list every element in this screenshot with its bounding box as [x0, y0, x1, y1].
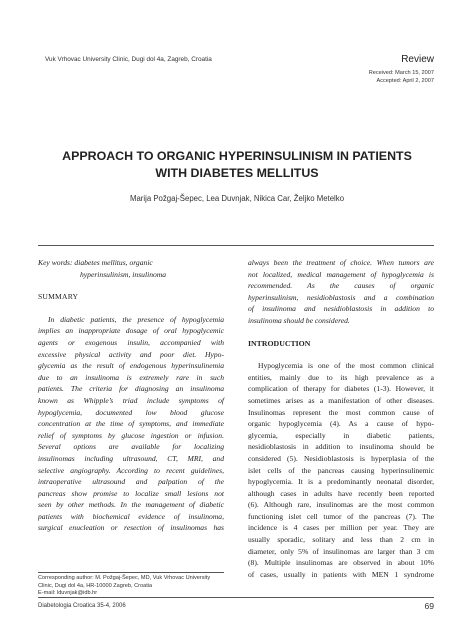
summary-text-continued [248, 257, 434, 327]
summary-line: hyperinsulinism, nesidioblastosis and a combination [248, 292, 434, 302]
summary-line: insulinoma should be considered. [248, 315, 350, 325]
summary-line: always been the treatment of choice. When tumors are [248, 258, 434, 267]
keywords-line-2: hyperinsulinism, insulinoma [80, 269, 167, 279]
summary-line: surgical enucleation or resection of insulinomas has [38, 523, 224, 533]
introduction-line: islet cells of the pancreas causing hyperinsulinemic [248, 465, 434, 475]
introduction-line: Insulinomas represent the most common cause of [248, 407, 434, 417]
summary-line: excessive physical activity and poor diet. Hypo- [38, 349, 224, 359]
introduction-line: incidence is 4 cases per million per year. They are [248, 523, 434, 533]
introduction-line: hypoglycemia. It is a predominantly neonatal disorder, [248, 477, 434, 487]
footer-divider [38, 597, 434, 598]
summary-line: implies an inappropriate dosage of oral hypoglycemic [38, 326, 224, 336]
summary-line: selective angiography. According to recent guidelines, [38, 465, 224, 475]
summary-line: pancreas show promise to localize small lesions not [38, 488, 224, 498]
summary-line: seen by other methods. In the management of diabetic [38, 500, 224, 510]
corresponding-author-footnote [38, 575, 228, 598]
introduction-line: (8). Multiple insulinomas are observed in about 10% [248, 558, 434, 568]
introduction-line: although cases in adults have recently been reported [248, 488, 434, 498]
summary-line: patients with biochemical evidence of insulinoma, [38, 511, 224, 521]
introduction-line: Hypoglycemia is one of the most common clinical [258, 361, 434, 371]
received-date: Received: March 15, 2007 [368, 70, 434, 76]
summary-line: concentration at the time of symptoms, and immediate [38, 419, 224, 429]
summary-line: agents or exogenous insulin, accompanied with [38, 337, 224, 347]
summary-line: patients. The criteria for diagnosing an insulinoma [38, 384, 224, 394]
introduction-line: (6). Although rare, insulinomas are the most common [248, 500, 434, 510]
introduction-line: functioning islet cell tumor of the pancreas (7). The [248, 511, 434, 521]
introduction-line: organic hypoglycemia (4). As a cause of hypo- [248, 419, 434, 429]
introduction-line: glycemia, especially in diabetic patients, [248, 430, 434, 440]
article-type-label: Review [401, 54, 434, 65]
footnote-line-3: E-mail: lduvnjak@idb.hr [38, 590, 98, 597]
introduction-line: entities, mainly due to its high prevalence as a [248, 372, 434, 382]
footnote-divider [38, 572, 224, 573]
summary-line: Several options are available for localizing [38, 442, 224, 452]
introduction-line: sometimes arises as a manifestation of other diseases. [248, 395, 434, 405]
summary-line: due to an insulinoma is extremely rare in such [38, 372, 224, 382]
summary-heading: SUMMARY [38, 292, 79, 302]
author-list: Marija Požgaj-Šepec, Lea Duvnjak, Nikica Car, Željko Metelko [129, 194, 345, 203]
title-line-1: APPROACH TO ORGANIC HYPERINSULINISM IN PATIENTS [62, 149, 412, 163]
affiliation: Vuk Vrhovac University Clinic, Dugi dol 4a, Zagreb, Croatia [45, 56, 212, 63]
summary-line: In diabetic patients, the presence of hypoglycemia [48, 314, 224, 324]
introduction-line: usually sporadic, solitary and less than 2 cm in [248, 535, 434, 545]
introduction-line: complication of therapy for diabetes (1-3). However, it [248, 384, 434, 394]
introduction-heading: INTRODUCTION [248, 338, 311, 348]
journal-citation: Diabetologia Croatica 35-4, 2006 [38, 603, 126, 609]
summary-line: relief of symptoms by glucose ingestion or infusion. [38, 430, 224, 440]
keywords-line-1: Key words: diabetes mellitus, organic [38, 258, 153, 267]
summary-line: recommended. As the causes of organic [248, 281, 434, 291]
accepted-date: Accepted: April 2, 2007 [376, 78, 434, 84]
summary-line: intraoperative ultrasound and palpation of the [38, 477, 224, 487]
introduction-line: nesidioblastosis in addition to insulinoma should be [248, 442, 434, 452]
page-number: 69 [424, 601, 434, 611]
summary-line: glycemia as the result of endogenous hyperinsulinemia [38, 361, 224, 371]
summary-line: known as Whipple’s triad include symptoms of [38, 395, 224, 405]
summary-line: hypoglycemia, documented low blood glucose [38, 407, 224, 417]
introduction-line: diameter, only 5% of insulinomas are larger than 3 cm [248, 546, 434, 556]
footnote-line-1: Corresponding author: M. Požgaj-Šepec, MD, Vuk Vrhovac University [38, 575, 211, 581]
summary-text [38, 314, 224, 534]
introduction-text [248, 360, 434, 580]
introduction-line: considered (5). Nesidioblastosis is hyperplasia of the [248, 453, 434, 463]
left-column [38, 257, 224, 534]
footnote-line-2: Clinic, Dugi dol 4a, HR-10000 Zagreb, Croatia [38, 582, 153, 589]
title-line-2: WITH DIABETES MELLITUS [155, 166, 319, 180]
article-title [40, 148, 434, 182]
summary-line: not localized, medical management of hypoglycemia is [248, 269, 434, 279]
summary-line: of insulinoma and nesidioblastosis in addition to [248, 304, 434, 314]
right-column [248, 257, 434, 580]
section-divider [38, 245, 434, 246]
introduction-line: of cases, usually in patients with MEN 1 syndrome [248, 569, 434, 579]
summary-line: insulinomas including ultrasound, CT, MRI, and [38, 453, 224, 463]
